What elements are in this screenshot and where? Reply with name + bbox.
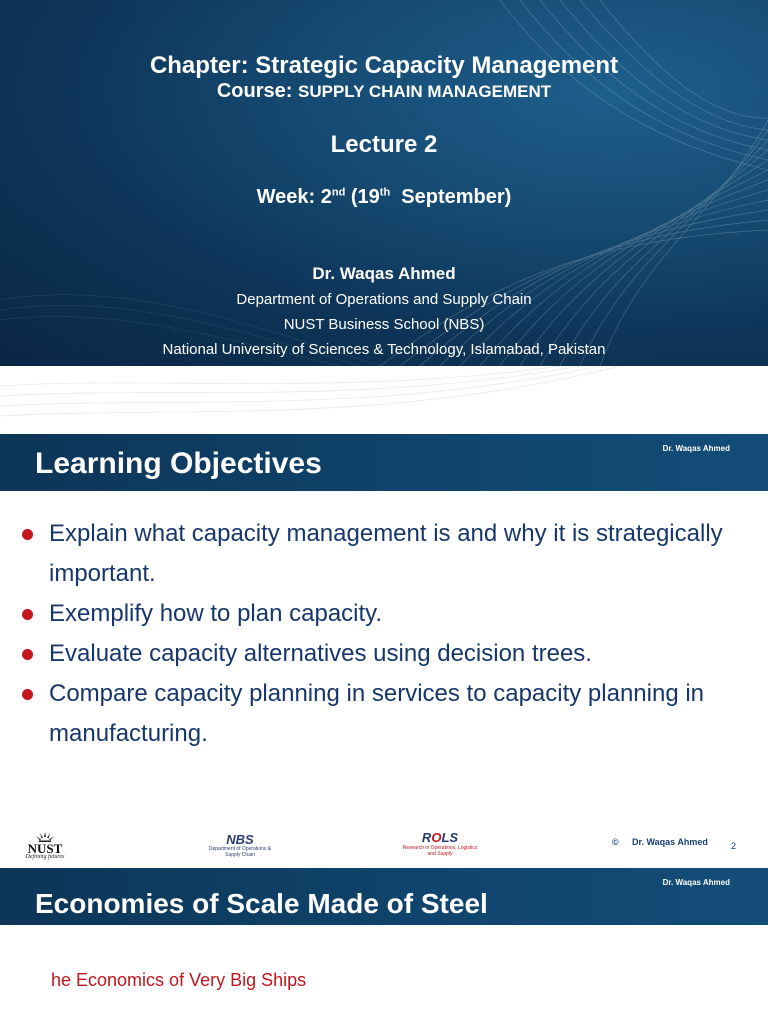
bullet-icon	[22, 529, 33, 540]
rols-name	[402, 831, 478, 845]
nbs-name: NBS	[226, 832, 254, 847]
slide-title: Economies of Scale Made of Steel	[35, 888, 488, 919]
page-number: 2	[731, 841, 737, 851]
title-slide	[0, 0, 768, 366]
week-mid: (19	[345, 186, 380, 208]
author-name: Dr. Waqas Ahmed	[312, 264, 456, 283]
bullet-icon	[22, 689, 33, 700]
economies-of-scale-slide	[0, 866, 768, 1024]
week-suffix: September)	[390, 186, 512, 208]
list-item	[0, 674, 768, 754]
objective-text: Evaluate capacity alternatives using decision trees.	[49, 640, 592, 667]
nbs-logo	[206, 833, 274, 863]
slide-title: Learning Objectives	[35, 447, 322, 480]
copyright-author: Dr. Waqas Ahmed	[632, 837, 708, 847]
header-author: Dr. Waqas Ahmed	[662, 444, 730, 453]
bullet-icon	[22, 609, 33, 620]
rols-logo	[402, 831, 478, 863]
nust-name: NUST	[27, 841, 63, 856]
learning-objectives-slide	[0, 434, 768, 866]
rols-r: R	[421, 830, 432, 845]
school: NUST Business School (NBS)	[283, 316, 485, 333]
rols-ls: LS	[441, 830, 459, 845]
objective-text: Compare capacity planning in services to capacity planning in manufacturing.	[49, 680, 705, 747]
week-sup-nd: nd	[331, 186, 346, 199]
course-line	[0, 80, 768, 103]
slide-subtitle: he Economics of Very Big Ships	[51, 970, 307, 990]
copyright-symbol: ©	[612, 837, 619, 847]
university: National University of Sciences & Technology, Islamabad, Pakistan	[162, 341, 606, 358]
lecture-number: Lecture 2	[330, 131, 438, 158]
week-sup-th: th	[379, 186, 391, 199]
faint-wave-decoration	[0, 366, 768, 434]
objective-text: Exemplify how to plan capacity.	[49, 600, 383, 627]
list-item	[0, 634, 768, 674]
list-item	[0, 514, 768, 594]
course-prefix: Course:	[216, 80, 293, 102]
slide-gap	[0, 366, 768, 434]
rols-o: O	[431, 830, 442, 845]
nust-logo	[20, 832, 70, 862]
department: Department of Operations and Supply Chain	[236, 291, 532, 308]
objectives-list	[0, 514, 768, 754]
course-name: SUPPLY CHAIN MANAGEMENT	[298, 82, 552, 101]
week-prefix: Week: 2	[256, 186, 332, 208]
rols-subtitle: Research in Operations, Logistics and Supply	[402, 845, 478, 857]
nust-tagline: Defining futures	[25, 854, 65, 860]
title-bar	[0, 868, 768, 925]
bullet-icon	[22, 649, 33, 660]
chapter-title: Chapter: Strategic Capacity Management	[149, 52, 619, 79]
nbs-subtitle: Department of Operations & Supply Chain	[208, 846, 272, 858]
list-item	[0, 594, 768, 634]
slide-footer	[0, 830, 768, 866]
title-bar	[0, 434, 768, 491]
objective-text: Explain what capacity management is and why it is strategically important.	[49, 520, 723, 587]
header-author: Dr. Waqas Ahmed	[662, 878, 730, 887]
week-line	[0, 186, 768, 209]
